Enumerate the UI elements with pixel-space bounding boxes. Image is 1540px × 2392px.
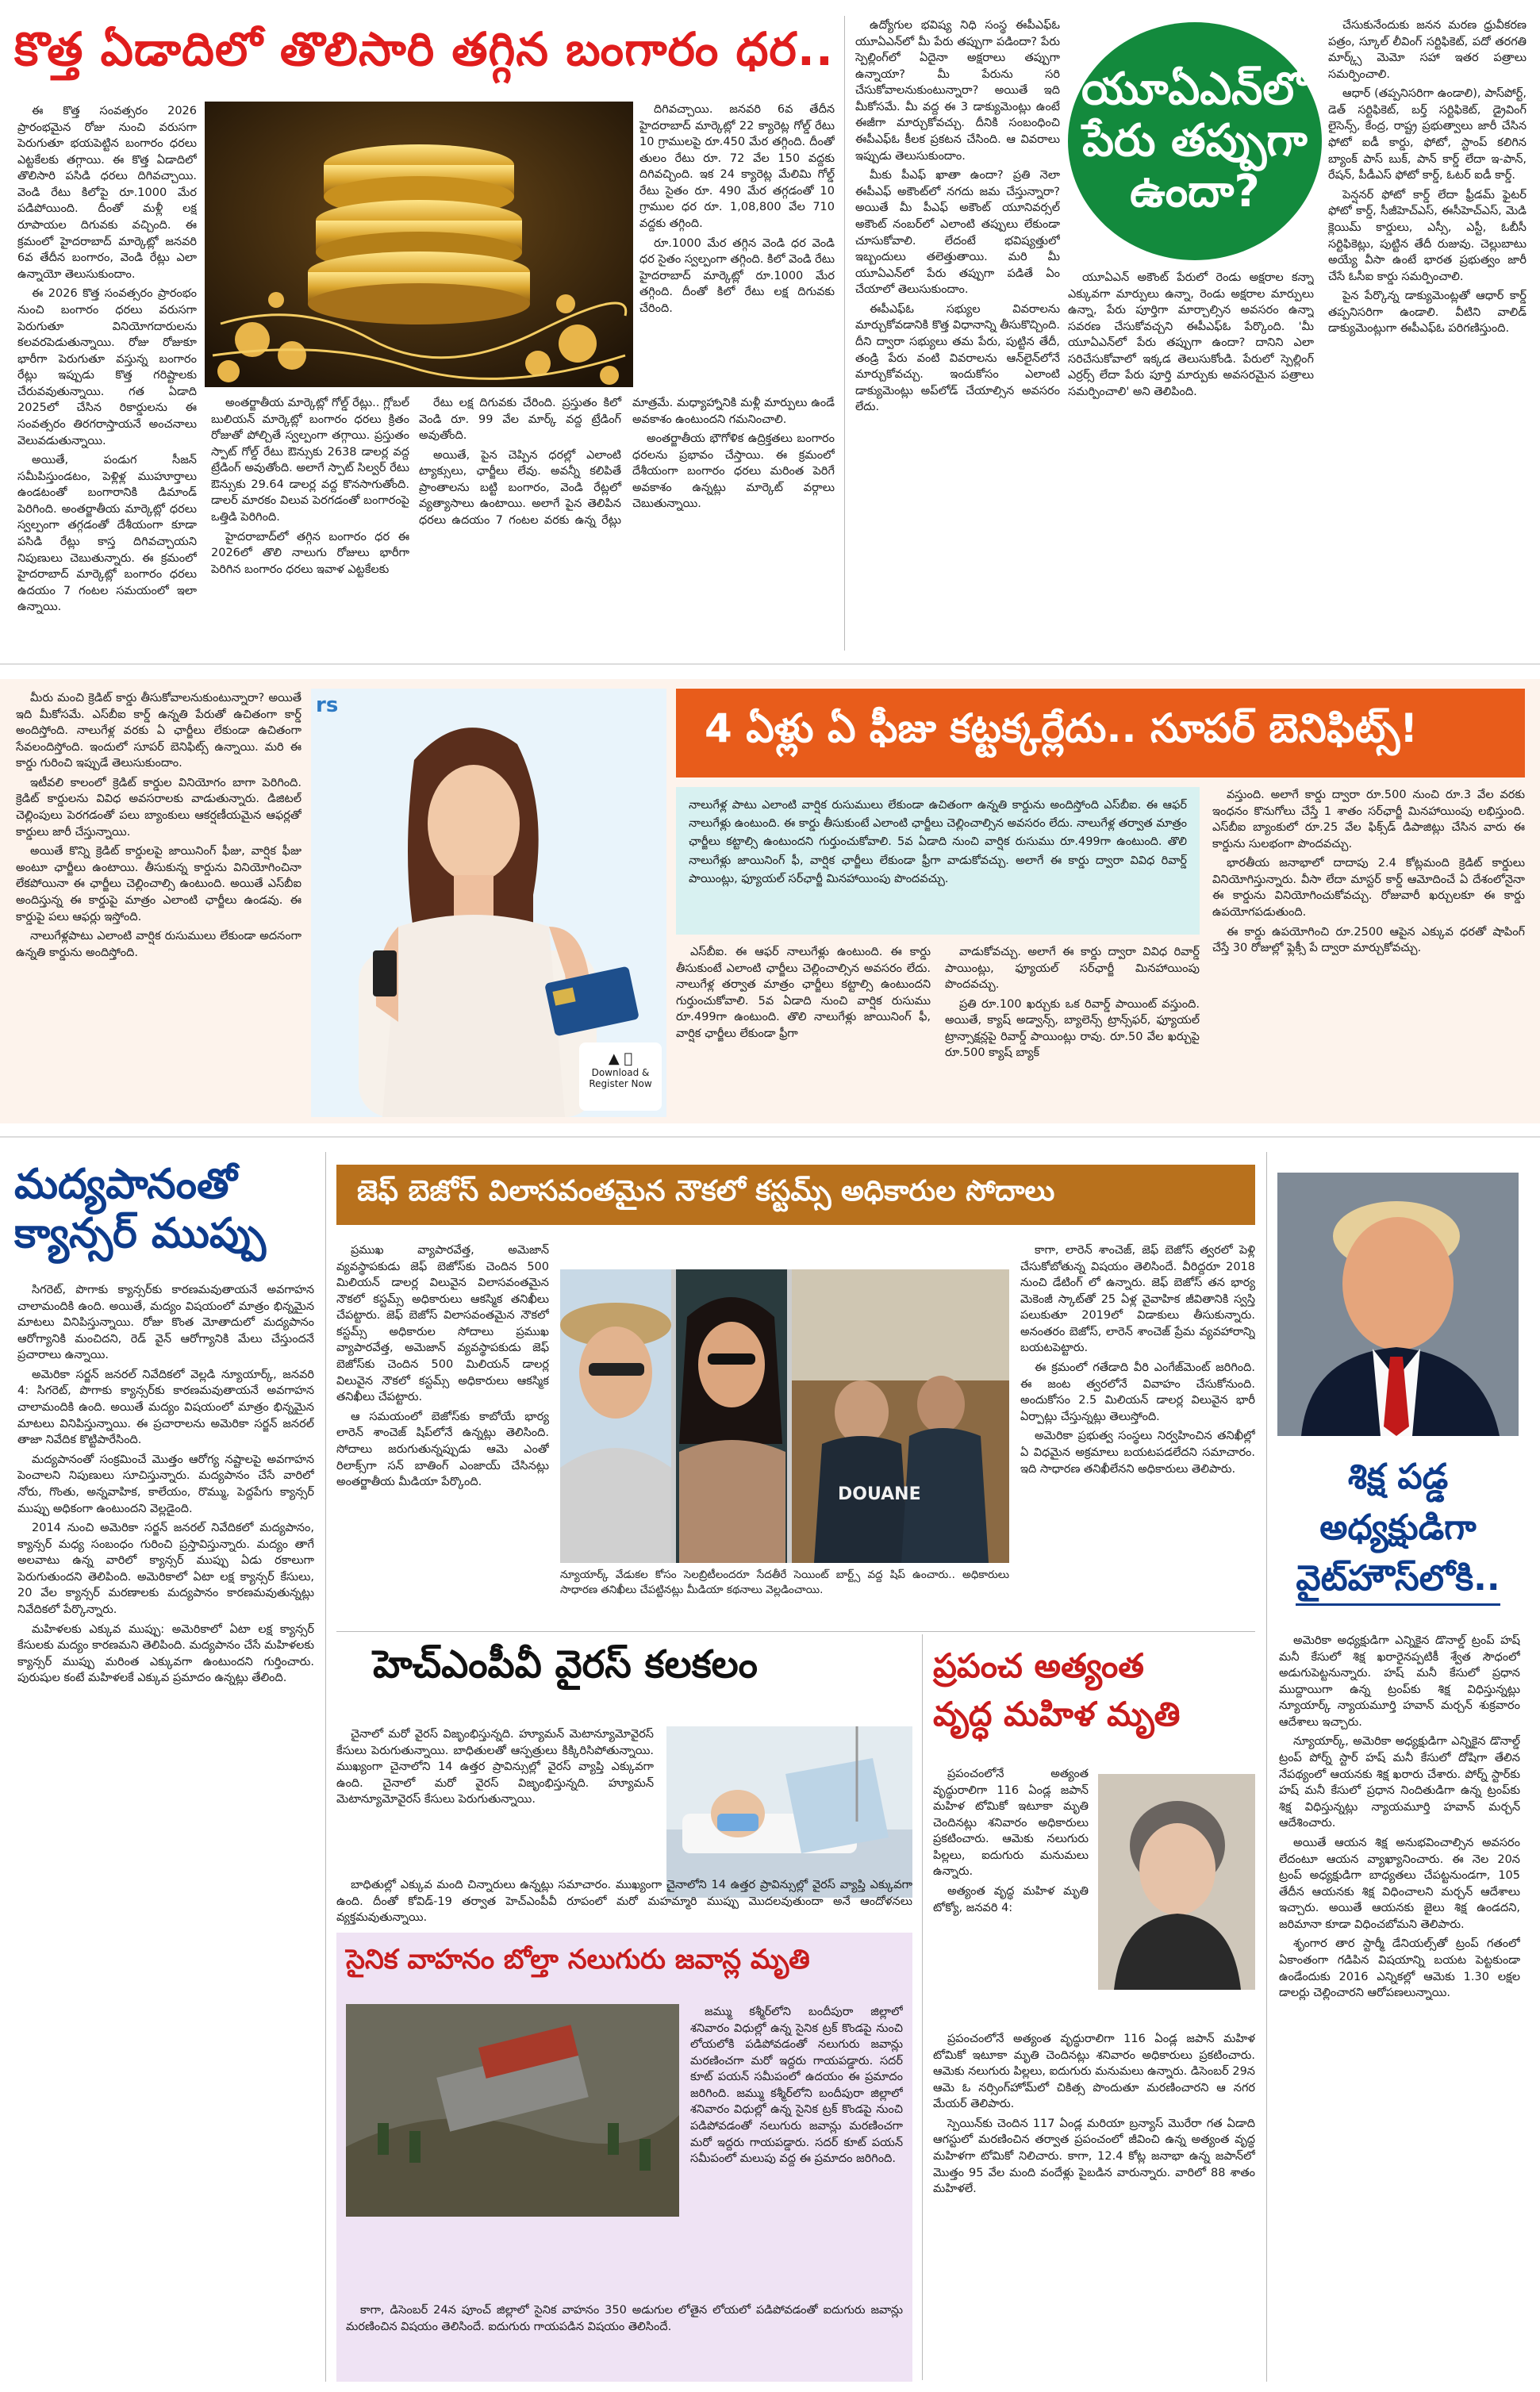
oldest-woman-photo [1098,1774,1255,1990]
trump-headline: శిక్ష పడ్డ అధ్యక్షుడిగా వైట్‌హౌస్‌లోకి.. [1277,1452,1519,1606]
download-badge[interactable]: ▲ Download & Register Now [579,1042,662,1111]
army-accident-column-2: కాగా, డిసెంబర్ 24న పూంచ్ జిల్లాలో సైనిక వాహనం 350 అడుగుల లోతైన లోయలో పడిపోవడంతో ఐదుగురు జవాన్లు మరణించిన విషయం తెలిసిందే. ఐదుగురు గాయపడిన విషయం తెలిసిందే. [346,2304,903,2333]
column-divider [844,16,845,651]
credit-card-ad-photo [311,689,666,1117]
customs-jacket-label: DOUANE [838,1484,921,1504]
uan-headline-circle: యూఏఎన్‌లో పేరు తప్పుగా ఉందా? [1068,22,1322,260]
credit-card-summary-box: నాలుగేళ్ల పాటు ఎలాంటి వార్షిక రుసుములు లేకుండా ఉచితంగా ఉన్నతి కార్డును అందిస్తోంది ఎస్‌బీఐ. ఈ ఆఫర్ నాలుగేళ్లు ఉంటుంది. ఈ కార్డు తీసుకుంటే ఎలాంటి ఛార్జీలు చెల్లించాల్సిన అవసరం లేదు. నాలుగేళ్ల తర్వాత మాత్రం ఛార్జీలు కట్టాల్సి ఉంటుందని గుర్తుంచుకోవాలి. 5వ ఏడాది నుంచి వార్షిక రుసుము రూ.499గా ఉంటుంది. తొలి నాలుగేళ్లు జాయినింగ్ ఫీ, వార్షిక ఛార్జీలు లేకుండా ఫ్రీగా వాడుకోవచ్చు. అలాగే ఈ కార్డు ద్వారా వివిధ రివార్డ్ పాయింట్లు, ఫ్యూయల్ సర్‌ఛార్జీ మినహాయింపు పొందవచ్చు. [676,787,1200,935]
alcohol-cancer-headline: మద్యపానంతో క్యాన్సర్ ముప్పు [14,1161,267,1258]
section-divider-2 [0,1136,1540,1138]
oldest-woman-column-top: ప్రపంచంలోనే అత్యంత వృద్ధురాలిగా 116 ఏండ్ల జపాన్ మహిళ టోమికో ఇటూకా మృతి చెందినట్లు శనివారం అధికారులు ప్రకటించారు. ఆమెకు నలుగురు పిల్లలు, ఐదుగురు మనుమలు ఉన్నారు. అత్యంత వృద్ధ మహిళ మృతి టోక్యో, జనవరి 4: [933,1768,1089,1914]
credit-card-headline: 4 ఏళ్లు ఏ ఫీజు కట్టక్కర్లేదు.. సూపర్ బెనిఫిట్స్! [676,689,1525,777]
oldest-woman-headline: ప్రపంచ అత్యంత వృద్ధ మహిళ మృతి [933,1646,1181,1734]
gold-column-2: దిగివచ్చాయి. జనవరి 6వ తేదీన హైదరాబాద్ మార్కెట్లో 22 క్యారెట్ల గోల్డ్ రేటు 10 గ్రాములపై రూ.450 మేర తగ్గింది. దీంతో తులం రేటు రూ. 72 వేల 150 వద్దకు దిగివచ్చింది. ఇక 24 క్యారెట్ల మేలిమి గోల్డ్ రేటు సైతం రూ. 490 మేర తగ్గడంతో 10 గ్రాముల ధర రూ. 1,08,800 వేల 710 వద్దకు తగ్గింది. రూ.1000 మేర తగ్గిన వెండి ధర వెండి ధర సైతం స్వల్పంగా తగ్గింది. కిలో వెండి రేటు హైదరాబాద్ మార్కెట్లో రూ.1000 మేర తగ్గింది. దీంతో కిలో రేటు లక్ష దిగువకు చేరింది. [639,103,835,315]
app-store-icons: ▲ [615,1050,626,1067]
bezos-column-1: ప్రముఖ వ్యాపారవేత్త, అమెజాన్ వ్యవస్థాపకుడు జెఫ్ బెజోస్‌కు చెందిన 500 మిలియన్ డాలర్ల విలువైన విలాసవంతమైన నౌకలో కస్టమ్స్ అధికారులు ఆకస్మిక తనిఖీలు చేపట్టారు. జెఫ్ బెజోస్ విలాసవంతమైన నౌకలో కస్టమ్స్ అధికారుల సోదాలు ప్రముఖ వ్యాపారవేత్త, అమెజాన్ వ్యవస్థాపకుడు జెఫ్ బెజోస్‌కు చెందిన 500 మిలియన్ డాలర్ల విలువైన నౌకలో కస్టమ్స్ అధికారులు ఆకస్మిక తనిఖీలు చేపట్టారు. ఆ సమయంలో బెజోస్‌కు కాబోయే భార్య లారెన్ శాంచెజ్ షిప్‌లోనే ఉన్నట్లు తెలిసింది. సోదాలు జరుగుతున్నప్పుడు ఆమె ఎంతో రిలాక్స్‌గా సన్ బాతింగ్ ఎంజాయ్ చేసినట్లు అంతర్జాతీయ మీడియా పేర్కొంది. [336,1244,549,1489]
credit-card-column-left: మీరు మంచి క్రెడిట్ కార్డు తీసుకోవాలనుకుంటున్నారా? అయితే ఇది మీకోసమే. ఎస్‌బీఐ కార్డ్ ఉన్నతి పేరుతో ఉచితంగా కార్డ్ అందిస్తోంది. నాలుగేళ్ల వరకు ఏ ఛార్జీలు లేకుండా ఉచితంగా సేవలందిస్తోంది. ఇందులో సూపర్ బెనిఫిట్స్ ఉన్నాయి. మరి ఈ కార్డు గురించి ఇప్పుడే తెలుసుకుందాం. ఇటీవలి కాలంలో క్రెడిట్ కార్డుల వినియోగం బాగా పెరిగింది. క్రెడిట్ కార్డులను వివిధ అవసరాలకు వాడుతున్నారు. డిజిటల్ చెల్లింపులు పెరగడంతో పలు బ్యాంకులు ఆకర్షణీయమైన ఆఫర్లతో కార్డులు జారీ చేస్తున్నాయి. అయితే కొన్ని క్రెడిట్ కార్డులపై జాయినింగ్ ఫీజు, వార్షిక ఫీజు అంటూ ఛార్జీలు ఉంటాయి. తీసుకున్న కార్డును వినియోగించినా లేకపోయినా ఈ ఛార్జీలు చెల్లించాల్సి ఉంటుంది. అయితే ఎస్‌బీఐ అందిస్తున్న ఈ కార్డుపై మాత్రం ఎలాంటి ఛార్జీలు ఉండవు. ఈ కార్డుపై పలు ఆఫర్లు ఇస్తోంది. నాలుగేళ్లపాటు ఎలాంటి వార్షిక రుసుములు లేకుండా అదనంగా ఉన్నతి కార్డును అందిస్తోంది. [16,692,301,959]
oldest-woman-column-bottom: ప్రపంచంలోనే అత్యంత వృద్ధురాలిగా 116 ఏండ్ల జపాన్ మహిళ టోమికో ఇటూకా మృతి చెందినట్లు శనివారం అధికారులు ప్రకటించారు. ఆమెకు నలుగురు పిల్లలు, ఐదుగురు మనుమలు ఉన్నారు. డిసెంబర్ 29న ఆమె ఓ నర్సింగ్‌హోమ్‌లో చికిత్స పొందుతూ మరణించారని ఆ నగర మేయర్ తెలిపారు. స్పెయిన్‌కు చెందిన 117 ఏండ్ల మరియా బ్రన్యాస్ మొరేరా గత ఏడాది ఆగస్టులో మరణించిన తర్వాత ప్రపంచంలో జీవించి ఉన్న అత్యంత వృద్ధ మహిళగా టోమికో నిలిచారు. కాగా, 12.4 కోట్ల జనాభా ఉన్న జపాన్‌లో మొత్తం 95 వేల మంది వందేళ్లు పైబడిన వారున్నారు. వారిలో 88 శాతం మహిళలే. [933,2033,1255,2196]
army-accident-column-1: జమ్ము కశ్మీర్‌లోని బందీపురా జిల్లాలో శనివారం విధుల్లో ఉన్న సైనిక ట్రక్ కొండపై నుంచి లోయలోకి పడిపోవడంతో నలుగురు జవాన్లు మరణించగా మరో ఇద్దరు గాయపడ్డారు. సదర్ కూట్ పయన్ సమీపంలో ఉదయం ఈ ప్రమాదం జరిగింది. జమ్ము కశ్మీర్‌లోని బందీపురా జిల్లాలో శనివారం విధుల్లో ఉన్న సైనిక ట్రక్ కొండపై నుంచి పడిపోవడంతో నలుగురు జవాన్లు మరణించగా మరో ఇద్దరు గాయపడ్డారు. సదర్ కూట్ పయన్ సమీపంలో మలుపు వద్ద ఈ ప్రమాదం జరిగింది. [690,2006,903,2166]
bezos-headline: జెఫ్ బెజోస్ విలాసవంతమైన నౌకలో కస్టమ్స్ అధికారుల సోదాలు [336,1165,1255,1225]
hmpv-headline: హెచ్ఎంపీవీ వైరస్ కలకలం [373,1642,758,1687]
gold-headline: కొత్త ఏడాదిలో తొలిసారి తగ్గిన బంగారం ధర.. [14,22,834,76]
bezos-photo-collage [560,1269,1009,1563]
army-accident-headline: సైనిక వాహనం బోల్తా నలుగురు జవాన్ల మృతి [346,1944,810,1975]
column-divider-3 [1266,1152,1267,2382]
alcohol-cancer-column: సిగరెట్, పొగాకు క్యాన్సర్‌కు కారణమవుతాయనే అవగాహన చాలామందికి ఉంది. అయితే, మద్యం విషయంలో మాత్రం భిన్నమైన మాటలు వినిపిస్తున్నాయి. రోజు కొంత మోతాదులో మద్యపానం ఆరోగ్యానికి మంచిదని, రెడ్ వైన్ ఆరోగ్యానికి మేలు చేస్తుందనే ప్రచారాలు ఉన్నాయి. అమెరికా సర్జన్ జనరల్ నివేదికలో వెల్లడి న్యూయార్క్, జనవరి 4: సిగరెట్, పొగాకు క్యాన్సర్‌కు కారణమవుతాయనే అవగాహన చాలామందికి ఉంది. అయితే మద్యం విషయంలో మాత్రం భిన్నమైన మాటలు వినిపిస్తున్నాయి. ఈ ప్రచారాలను అమెరికా సర్జన్ జనరల్ తాజా నివేదిక కొట్టిపారేసింది. మద్యపానంతో సంక్రమించే మొత్తం ఆరోగ్య నష్టాలపై అవగాహన పెంచాలని నిపుణులు సూచిస్తున్నారు. మద్యపానం చేసే వారిలో నోరు, గొంతు, అన్నవాహిక, కాలేయం, రొమ్ము, పెద్దపేగు క్యాన్సర్ ముప్పు అధికంగా ఉంటుందని వెల్లడైంది. 2014 నుంచి అమెరికా సర్జన్ జనరల్ నివేదికలో మద్యపానం, క్యాన్సర్ మధ్య సంబంధం గురించి ప్రస్తావిస్తున్నారు. మద్యం తాగే అలవాటు ఉన్న వారిలో క్యాన్సర్ ముప్పు ఏడు రకాలుగా పెరుగుతుందని తెలిపింది. అమెరికాలో ఏటా లక్ష క్యాన్సర్ కేసులు, 20 వేల క్యాన్సర్ మరణాలకు మద్యపానం కారణమవుతున్నట్లు నివేదికలో పేర్కొన్నారు. మహిళలకు ఎక్కువ ముప్పు: అమెరికాలో ఏటా లక్ష క్యాన్సర్ కేసులకు మద్యం కారణమని తెలిపింది. మద్యపానం చేసే మహిళలకు క్యాన్సర్ ముప్పు మరింత ఎక్కువగా ఉంటుందని గుర్తించారు. పురుషుల కంటే మహిళలకే ఎక్కువ ప్రమాదం ఉన్నట్లు తేలింది. [17,1284,314,1685]
army-accident-photo [346,2004,679,2217]
hmpv-column-1: చైనాలో మరో వైరస్ విజృంభిస్తున్నది. హ్యూమన్ మెటాన్యూమోవైరస్ కేసులు పెరుగుతున్నాయి. బాధితులతో ఆస్పత్రులు కిక్కిరిసిపోతున్నాయి. ముఖ్యంగా చైనాలోని 14 ఉత్తర ప్రావిన్సుల్లో వైరస్ వ్యాప్తి ఎక్కువగా ఉంది. చైనాలో మరో వైరస్ విజృంభిస్తున్నది. హ్యూమన్ మెటాన్యూమోవైరస్ కేసులు పెరుగుతున్నాయి. [336,1728,654,1806]
uan-column-2: యూఏఎన్ అకౌంట్ పేరులో రెండు అక్షరాల కన్నా ఎక్కువగా మార్పులు ఉన్నా, రెండు అక్షరాల మార్పులు ఉన్నా, పేరు పూర్తిగా మార్చాల్సిన అవసరం ఉన్నా సవరణ చేసుకోవచ్చని ఈపీఎఫ్ఓ పేర్కొంది. 'మీ యూఏఎన్‌లో పేరు తప్పుగా ఉందా? దానిని ఎలా సరిచేసుకోవాలో ఇక్కడ తెలుసుకోండి. పేరులో స్పెల్లింగ్ ఎర్రర్స్ లేదా పేరు పూర్తి మార్పుకు అవసరమైన పత్రాలు సమర్పించాలి' అని తెలిపింది. [1068,271,1314,399]
uan-column-3: చేసుకునేందుకు జనన మరణ ధ్రువీకరణ పత్రం, స్కూల్ లీవింగ్ సర్టిఫికెట్, పదో తరగతి మార్క్స్ మెమో సహా ఇతర పత్రాలు సమర్పించాలి. ఆధార్ (తప్పనిసరిగా ఉండాలి), పాస్‌పోర్ట్, డెత్ సర్టిఫికెట్, బర్త్ సర్టిఫికెట్, డ్రైవింగ్ లైసెన్స్, కేంద్ర, రాష్ట్ర ప్రభుత్వాలు జారీ చేసిన ఫోటో ఐడీ కార్డు, ఫోటో, స్టాంప్ కలిగిన బ్యాంక్ పాస్ బుక్, పాన్ కార్డ్ లేదా ఇ-పాన్, రేషన్, పీడీఎస్ ఫోటో కార్డ్, ఓటర్ ఐడీ కార్డ్. పెన్షనర్ ఫోటో కార్డ్ లేదా ఫ్రీడమ్ ఫైటర్ ఫోటో కార్డ్, సీజీహెచ్ఎస్, ఈసీహెచ్ఎస్, మెడి క్లెయిమ్ కార్డులు, ఎస్సీ, ఎస్టీ, ఓబీసీ సర్టిఫికెట్లు, పుట్టిన తేదీ రుజువు. చెల్లుబాటు అయ్యే వీసా ఉంటే భారత ప్రభుత్వం జారీ చేసే ఓసీఐ కార్డు సమర్పించాలి. పైన పేర్కొన్న డాక్యుమెంట్లతో ఆధార్ కార్డ్ తప్పనిసరిగా ఉండాలి. వీటిని వాలిడ్ డాక్యుమెంట్లుగా ఈపీఎఫ్ఓ పరిగణిస్తుంది. [1328,19,1527,336]
uan-column-1: ఉద్యోగుల భవిష్య నిధి సంస్థ ఈపీఎఫ్ఓ యూఏఎన్‌లో మీ పేరు తప్పుగా పడిందా? పేరు స్పెల్లింగ్‌లో ఏదైనా అక్షరాలు తప్పుగా ఉన్నాయా? మీ పేరును సరి చేసుకోవాలనుకుంటున్నారా? అయితే ఇది మీకోసమే. మీ వద్ద ఈ 3 డాక్యుమెంట్లు ఉంటే ఈజీగా మార్చుకోవచ్చు. దీనికి సంబంధించి ఈపీఎఫ్ఓ కీలక ప్రకటన చేసింది. ఆ వివరాలు ఇప్పుడు తెలుసుకుందాం. మీకు పీఎఫ్ ఖాతా ఉందా? ప్రతి నెలా ఈపీఎఫ్ అకౌంట్‌లో నగదు జమ చేస్తున్నారా? అయితే మీ పీఎఫ్ అకౌంట్ యూనివర్సల్ అకౌంట్ నంబర్‌లో ఎలాంటి తప్పులు లేకుండా చూసుకోవాలి. లేదంటే భవిష్యత్తులో ఇబ్బందులు తలెత్తుతాయి. మరి మీ యూఏఎన్‌లో పేరు తప్పుగా పడితే ఏం చేయాలో తెలుసుకుందాం. ఈపీఎఫ్ఓ సభ్యుల వివరాలను మార్చుకోవడానికి కొత్త విధానాన్ని తీసుకొచ్చింది. దీని ద్వారా సభ్యులు తమ పేరు, పుట్టిన తేదీ, తండ్రి పేరు వంటి వివరాలను ఆన్‌లైన్‌లోనే మార్చుకోవచ్చు. ఇందుకోసం ఎలాంటి డాక్యుమెంట్లు అప్‌లోడ్ చేయాల్సిన అవసరం లేదు. [855,19,1060,414]
column-divider-4 [922,1634,923,2380]
credit-card-column-right: వస్తుంది. అలాగే కార్డు ద్వారా రూ.500 నుంచి రూ.3 వేల వరకు ఇంధనం కొనుగోలు చేస్తే 1 శాతం సర్‌ఛార్జీ మినహాయింపు లభిస్తుంది. ఎస్‌బీఐ బ్యాంకులో రూ.25 వేల ఫిక్స్‌డ్ డిపాజిట్లు చేసిన వారు ఈ కార్డును సులభంగా పొందవచ్చు. భారతీయ జనాభాలో దాదాపు 2.4 కోట్లమంది క్రెడిట్ కార్డులు వినియోగిస్తున్నారు. వీసా లేదా మాస్టర్ కార్డ్ ఆమోదించే ఏ దేశంలోనైనా ఈ కార్డును వినియోగించుకోవచ్చు. రోజువారీ ఖర్చులకూ ఈ కార్డు ఉపయోగపడుతుంది. ఈ కార్డు ఉపయోగించి రూ.2500 ఆపైన ఎక్కువ ధరతో షాపింగ్ చేస్తే 30 రోజుల్లో ఫ్లెక్సీ పే ద్వారా మార్చుకోవచ్చు. [1212,789,1525,955]
column-divider-2 [325,1152,326,2382]
gold-column-1: ఈ కొత్త సంవత్సరం 2026 ప్రారంభమైన రోజు నుంచి వరుసగా పెరుగుతూ భయపెట్టిన బంగారం ధరలు ఎట్టకేలకు తగ్గాయి. ఈ కొత్త ఏడాదిలో తొలిసారి పసిడి ధరలు దిగివచ్చాయి. వెండి రేటు కిలోపై రూ.1000 మేర పడిపోయింది. దీంతో మళ్లీ లక్ష రూపాయల దిగువకు వచ్చింది. ఈ క్రమంలో హైదరాబాద్ మార్కెట్లో జనవరి 6వ తేదీన బంగారం, వెండి రేట్లు ఎలా ఉన్నాయో తెలుసుకుందాం. ఈ 2026 కొత్త సంవత్సరం ప్రారంభం నుంచి బంగారం ధరలు వరుసగా పెరుగుతూ వినియోగదారులను కలవరపెడుతున్నాయి. రోజు రోజుకూ భారీగా పెరుగుతూ వస్తున్న బంగారం రేట్లు ఇప్పుడు కొత్త గరిష్టాలకు చేరువవుతున్నాయి. గత ఏడాది 2025లో చేసిన రికార్డులను ఈ సంవత్సరం తిరగరాస్తాయనే అంచనాలు వెలువడుతున్నాయి. అయితే, పండుగ సీజన్ సమీపిస్తుండటం, పెళ్లిళ్ల ముహూర్తాలు ఉండటంతో బంగారానికి డిమాండ్ పెరిగింది. అంతర్జాతీయ మార్కెట్లో ధరలు స్వల్పంగా తగ్గడంతో దేశీయంగా కూడా పసిడి రేట్లు కాస్త దిగివచ్చాయని నిపుణులు చెబుతున్నారు. ఈ క్రమంలో హైదరాబాద్ మార్కెట్లో బంగారం ధరలు ఉదయం 7 గంటల సమయంలో ఇలా ఉన్నాయి. [17,105,197,614]
gold-column-2b: అంతర్జాతీయ మార్కెట్లో గోల్డ్ రేట్లు.. గ్లోబల్ బులియన్ మార్కెట్లో బంగారం ధరలు క్రితం రోజుతో పోల్చితే స్వల్పంగా తగ్గాయి. ప్రస్తుతం స్పాట్ గోల్డ్ రేటు ఔన్సుకు 2638 డాలర్ల వద్ద ట్రేడింగ్ అవుతోంది. అలాగే స్పాట్ సిల్వర్ రేటు ఔన్సుకు 29.64 డాలర్ల వద్ద కొనసాగుతోంది. డాలర్ మారకం విలువ పెరగడంతో బంగారంపై ఒత్తిడి పెరిగింది. హైదరాబాద్‌లో తగ్గిన బంగారం ధర ఈ 2026లో తొలి నాలుగు రోజులు భారీగా పెరిగిన బంగారం ధరలు ఇవాళ ఎట్టకేలకు [211,397,409,576]
trump-photo [1277,1173,1519,1436]
credit-card-column-mid: ఎస్‌బీఐ. ఈ ఆఫర్ నాలుగేళ్లు ఉంటుంది. ఈ కార్డు తీసుకుంటే ఎలాంటి ఛార్జీలు చెల్లించాల్సిన అవసరం లేదు. నాలుగేళ్ల తర్వాత మాత్రం ఛార్జీలు కట్టాల్సి ఉంటుందని గుర్తుంచుకోవాలి. 5వ ఏడాది నుంచి వార్షిక రుసుము రూ.499గా ఉంటుంది. తొలి నాలుగేళ్లు జాయినింగ్ ఫీ, వార్షిక ఛార్జీలు లేకుండా ఫ్రీగా వాడుకోవచ్చు. అలాగే ఈ కార్డు ద్వారా వివిధ రివార్డ్ పాయింట్లు, ఫ్యూయల్ సర్‌ఛార్జీ మినహాయింపు పొందవచ్చు. ప్రతి రూ.100 ఖర్చుకు ఒక రివార్డ్ పాయింట్ వస్తుంది. అయితే, క్యాష్ అడ్వాన్స్, బ్యాలెన్స్ ట్రాన్స్‌ఫర్, ఫ్యూయల్ ట్రాన్సాక్షన్లపై రివార్డ్ పాయింట్లు రావు. రూ.50 వేల ఖర్చుపై రూ.500 క్యాష్ బ్యాక్ [676,946,1200,1060]
section-divider-3 [336,1631,1255,1632]
gold-jewellery-photo [205,102,633,387]
hmpv-hospital-photo [666,1726,912,1898]
trump-column: అమెరికా అధ్యక్షుడిగా ఎన్నికైన డొనాల్డ్ ట్రంప్ హష్ మనీ కేసులో శిక్ష ఖరారైనప్పటికీ శ్వేత సౌధంలో అడుగుపెట్టనున్నారు. హష్ మనీ కేసులో ప్రధాన ముద్దాయిగా ఉన్న ట్రంప్‌కు శిక్ష విధిస్తున్నట్లు న్యూయార్క్ న్యాయమూర్తి హవాన్ మర్చన్ శుక్రవారం ఆదేశాలు ఇచ్చారు. న్యూయార్క్, అమెరికా అధ్యక్షుడిగా ఎన్నికైన డొనాల్డ్ ట్రంప్ పోర్న్ స్టార్ హష్ మనీ కేసులో దోషిగా తేలిన నేపథ్యంలో ఆయనకు శిక్ష ఖరారు చేశారు. పోర్న్ స్టార్‌కు హష్ మనీ కేసులో ప్రధాన నిందితుడిగా ఉన్న ట్రంప్‌కు శిక్ష విధిస్తున్నట్లు న్యాయమూర్తి హవాన్ మర్చన్ ఆదేశించారు. అయితే ఆయన శిక్ష అనుభవించాల్సిన అవసరం లేదంటూ ఆయన వ్యాఖ్యానించారు. ఈ నెల 20న ట్రంప్ అధ్యక్షుడిగా బాధ్యతలు చేపట్టనుండగా, 105 తేదీన ఆయనకు శిక్ష విధించాలని మర్చన్ ఆదేశాలు ఇచ్చారు. అయితే ఆయనకు జైలు శిక్ష ఉండదని, జరిమానా కూడా విధించబోమని తెలిపారు. శృంగార తార స్టార్మీ డేనియల్స్‌తో ట్రంప్ గతంలో ఏకాంతంగా గడిపిన విషయాన్ని బయట పెట్టకుండా ఉండేందుకు 2016 ఎన్నికల్లో ఆమెకు 1.30 లక్షల డాలర్లు చెల్లించారని ఆరోపణలున్నాయి. [1279,1634,1520,2000]
bezos-photo-caption: న్యూయార్క్ వేడుకల కోసం సెలబ్రిటీలందరూ సేదతీరే సెయింట్ బార్ట్స్ వద్ద షిప్ ఉంచారు.. అధికారులు సాధారణ తనిఖీలు చేపట్టినట్లు మీడియా కథనాలు వెల్లడించాయి. [560,1568,1009,1597]
section-divider [0,663,1540,665]
bezos-column-2: కాగా, లారెన్ శాంచెజ్, జెఫ్ బెజోస్ త్వరలో పెళ్లి చేసుకోబోతున్న విషయం తెలిసిందే. వీరిద్దరూ 2018 నుంచి డేటింగ్ లో ఉన్నారు. జెఫ్ బెజోస్ తన భార్య మెకెంజీ స్కాట్‌తో 25 ఏళ్ల వైవాహిక జీవితానికి స్వస్తి పలుకుతూ 2019లో విడాకులు తీసుకున్నారు. అనంతరం బెజోస్, లారెన్ శాంచెజ్ ప్రేమ వ్యవహారాన్ని బయటపెట్టారు. ఈ క్రమంలో గతేడాది వీరి ఎంగేజ్‌మెంట్ జరిగింది. ఈ జంట త్వరలోనే వివాహం చేసుకోనుంది. అందుకోసం 2.5 మిలియన్ డాలర్ల విలువైన భారీ ఏర్పాట్లు చేస్తున్నట్లు తెలుస్తోంది. అమెరికా ప్రభుత్వ సంస్థలు నిర్వహించిన తనిఖీల్లో ఏ విధమైన అక్రమాలు బయటపడలేదని సమాచారం. ఇది సాధారణ తనిఖీలేనని అధికారులు తెలిపారు. [1020,1244,1255,1476]
gold-column-3: రేటు లక్ష దిగువకు చేరింది. ప్రస్తుతం కిలో వెండి రూ. 99 వేల మార్క్ వద్ద ట్రేడింగ్ అవుతోంది. అయితే, పైన చెప్పిన ధరల్లో ఎలాంటి ట్యాక్సులు, ఛార్జీలు లేవు. అవన్నీ కలిపితే ప్రాంతాలను బట్టి బంగారం, వెండి రేట్లలో వ్యత్యాసాలు ఉంటాయి. అలాగే పైన తెలిపిన ధరలు ఉదయం 7 గంటల వరకు ఉన్న రేట్లు మాత్రమే. మధ్యాహ్నానికి మళ్లీ మార్పులు ఉండే అవకాశం ఉంటుందని గమనించాలి. అంతర్జాతీయ భౌగోళిక ఉద్రిక్తతలు బంగారం ధరలను ప్రభావం చేస్తాయి. ఈ క్రమంలో దేశీయంగా బంగారం ధరలు మరింత పెరిగే అవకాశం ఉన్నట్లు మార్కెట్ వర్గాలు చెబుతున్నాయి. [419,397,835,528]
hmpv-column-2: బాధితుల్లో ఎక్కువ మంది చిన్నారులు ఉన్నట్లు సమాచారం. ముఖ్యంగా చైనాలోని 14 ఉత్తర ప్రావిన్సుల్లో వైరస్ వ్యాప్తి ఎక్కువగా ఉంది. దీంతో కోవిడ్-19 తర్వాత హెచ్ఎంపీవీ రూపంలో మరో మహమ్మారి ముప్పు మొదలవుతుందా అనే ఆందోళనలు వ్యక్తమవుతున్నాయి. [336,1879,912,1925]
ad-brand-tag: rs [316,693,339,717]
